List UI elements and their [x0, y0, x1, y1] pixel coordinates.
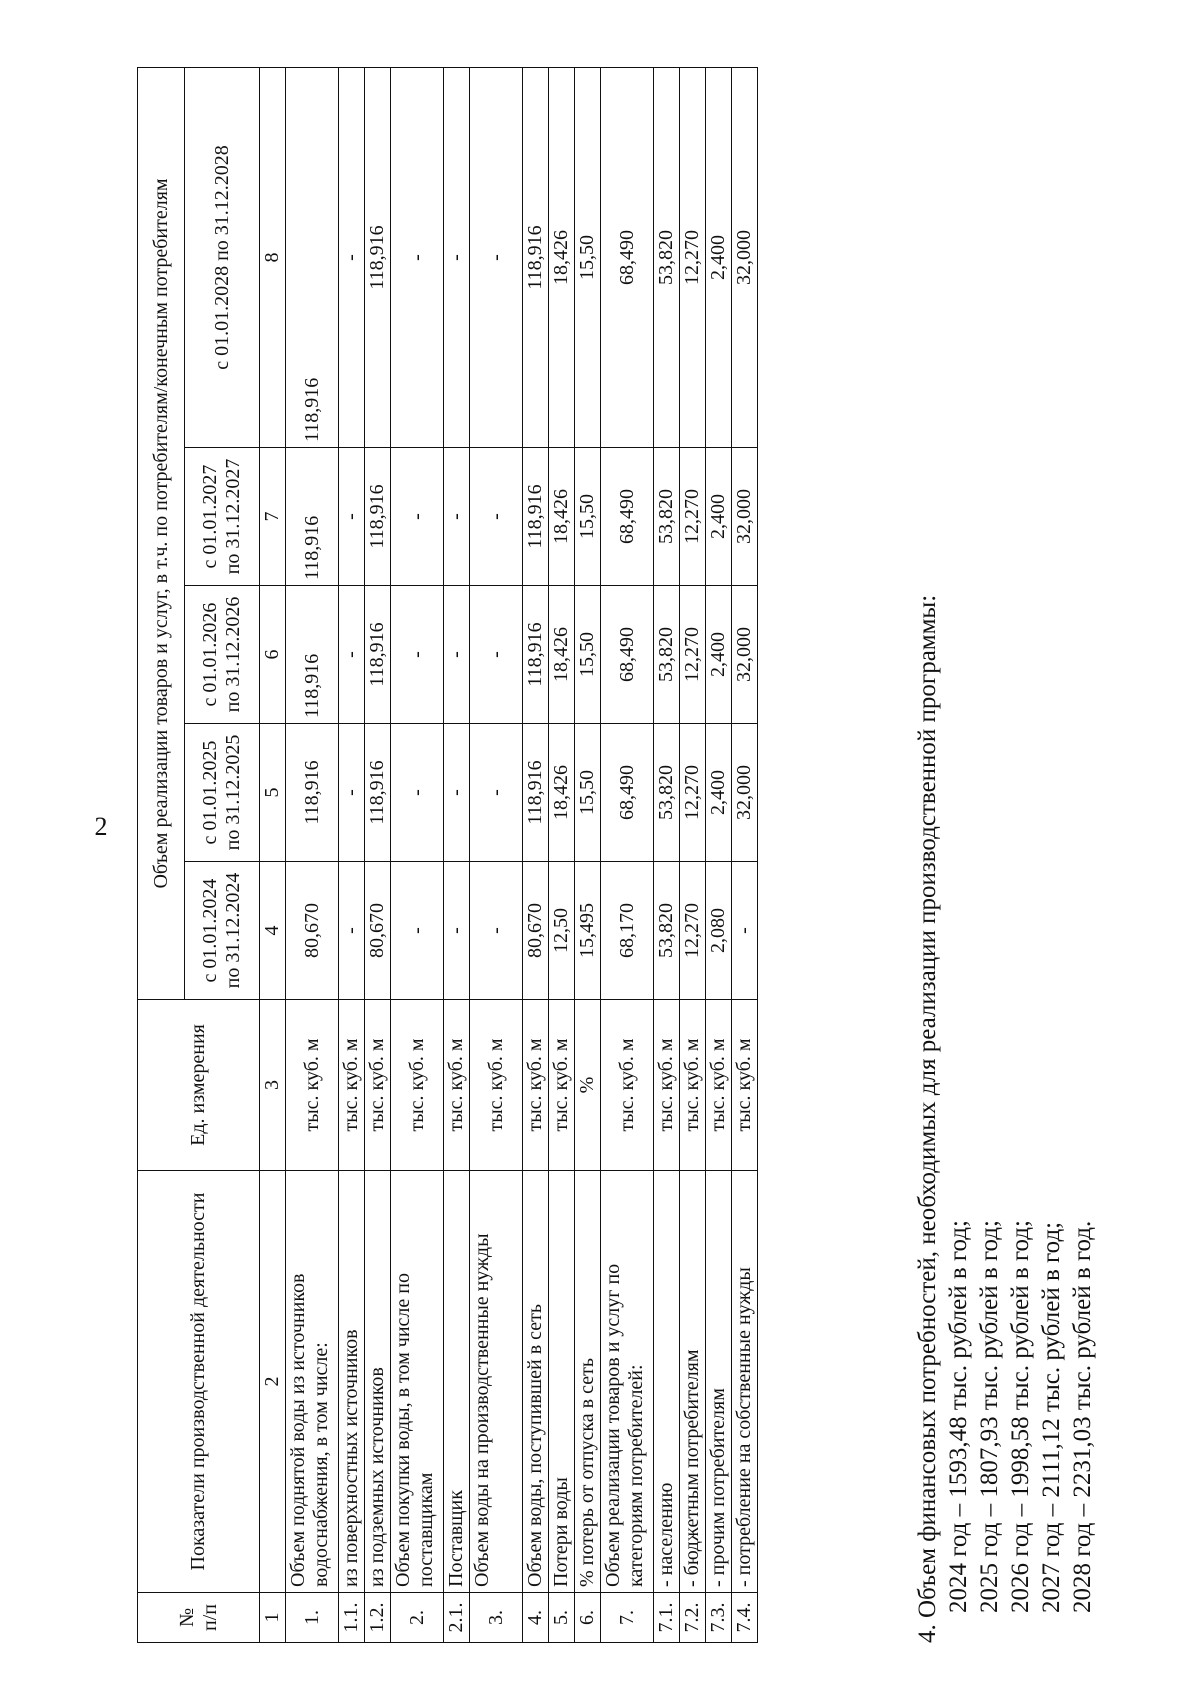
- col-number: 4: [260, 862, 286, 1000]
- table-row: [365, 67, 391, 1642]
- value-2025: 12,270: [680, 724, 706, 862]
- value-2024: 80,670: [365, 862, 391, 1000]
- financial-line-2025: 2025 год – 1807,93 тыс. рублей в год;: [976, 1220, 1003, 1613]
- value-2027: 12,270: [680, 448, 706, 586]
- header-no: № п/п: [138, 1593, 260, 1643]
- row-unit: тыс. куб. м: [706, 1000, 732, 1171]
- value-2026: 12,270: [680, 586, 706, 724]
- row-unit: тыс. куб. м: [732, 1000, 758, 1171]
- row-number: 6.: [575, 1593, 601, 1643]
- table-row: [575, 67, 601, 1642]
- table-row: [339, 67, 365, 1642]
- value-2027: 118,916: [365, 448, 391, 586]
- value-2026: 118,916: [365, 586, 391, 724]
- value-2024: 80,670: [286, 862, 339, 1000]
- row-unit: тыс. куб. м: [601, 1000, 654, 1171]
- row-unit: тыс. куб. м: [680, 1000, 706, 1171]
- header-unit: Ед. измерения: [138, 1000, 260, 1171]
- value-2028: 53,820: [654, 67, 680, 447]
- value-2026: -: [339, 586, 365, 724]
- value-2028: -: [391, 67, 444, 447]
- header-period-2025: с 01.01.2025 по 31.12.2025: [185, 724, 260, 862]
- value-2024: 80,670: [523, 862, 549, 1000]
- value-2028: -: [444, 67, 470, 447]
- col-number: 6: [260, 586, 286, 724]
- row-indicator: из подземных источников: [365, 1171, 391, 1593]
- value-2025: -: [470, 724, 523, 862]
- value-2027: 118,916: [286, 448, 339, 586]
- row-number: 7.2.: [680, 1593, 706, 1643]
- value-2028: 118,916: [523, 67, 549, 447]
- row-unit: тыс. куб. м: [523, 1000, 549, 1171]
- value-2028: 68,490: [601, 67, 654, 447]
- row-indicator: - прочим потребителям: [706, 1171, 732, 1593]
- financial-line-2027: 2027 год – 2111,12 тыс. рублей в год;: [1038, 1221, 1065, 1613]
- value-2024: 2,080: [706, 862, 732, 1000]
- value-2028: 118,916: [365, 67, 391, 447]
- row-number: 3.: [470, 1593, 523, 1643]
- value-2026: 18,426: [549, 586, 575, 724]
- col-number: 2: [260, 1171, 286, 1593]
- row-number: 4.: [523, 1593, 549, 1643]
- col-number: 8: [260, 67, 286, 447]
- row-indicator: Объем воды на производственные нужды: [470, 1171, 523, 1593]
- value-2024: -: [732, 862, 758, 1000]
- value-2024: -: [391, 862, 444, 1000]
- value-2024: 68,170: [601, 862, 654, 1000]
- table-row: [286, 67, 339, 1642]
- row-number: 1.2.: [365, 1593, 391, 1643]
- row-number: 7.: [601, 1593, 654, 1643]
- value-2027: 68,490: [601, 448, 654, 586]
- value-2027: -: [339, 448, 365, 586]
- value-2024: 12,270: [680, 862, 706, 1000]
- value-2028: 2,400: [706, 67, 732, 447]
- value-2026: 32,000: [732, 586, 758, 724]
- row-unit: тыс. куб. м: [339, 1000, 365, 1171]
- row-indicator: - бюджетным потребителям: [680, 1171, 706, 1593]
- value-2028: -: [339, 67, 365, 447]
- value-2024: 12,50: [549, 862, 575, 1000]
- value-2026: -: [391, 586, 444, 724]
- value-2028: 15,50: [575, 67, 601, 447]
- header-period-2028: с 01.01.2028 по 31.12.2028: [185, 67, 260, 447]
- value-2025: 118,916: [286, 724, 339, 862]
- value-2025: 118,916: [365, 724, 391, 862]
- col-number: 3: [260, 1000, 286, 1171]
- value-2025: 53,820: [654, 724, 680, 862]
- value-2027: 32,000: [732, 448, 758, 586]
- value-2026: 118,916: [523, 586, 549, 724]
- value-2024: -: [470, 862, 523, 1000]
- value-2025: 2,400: [706, 724, 732, 862]
- value-2028: 32,000: [732, 67, 758, 447]
- row-indicator: Потери воды: [549, 1171, 575, 1593]
- value-2027: 18,426: [549, 448, 575, 586]
- value-2026: 68,490: [601, 586, 654, 724]
- value-2025: -: [444, 724, 470, 862]
- value-2025: 15,50: [575, 724, 601, 862]
- row-unit: тыс. куб. м: [654, 1000, 680, 1171]
- header-sales-volume-group: Объем реализации товаров и услуг, в т.ч. по потребителям/конечным потребителям: [138, 67, 185, 999]
- value-2026: -: [444, 586, 470, 724]
- table-row: [680, 67, 706, 1642]
- table-row: [470, 67, 523, 1642]
- row-indicator: Поставщик: [444, 1171, 470, 1593]
- row-indicator: Объем воды, поступившей в сеть: [523, 1171, 549, 1593]
- row-unit: тыс. куб. м: [470, 1000, 523, 1171]
- value-2026: 118,916: [286, 586, 339, 724]
- value-2025: -: [339, 724, 365, 862]
- rotated-page-content: [137, 68, 1096, 1643]
- value-2025: 18,426: [549, 724, 575, 862]
- production-indicators-table: [137, 67, 758, 1643]
- value-2025: -: [391, 724, 444, 862]
- row-indicator: - населению: [654, 1171, 680, 1593]
- value-2024: 15,495: [575, 862, 601, 1000]
- row-indicator: из поверхностных источников: [339, 1171, 365, 1593]
- header-period-2024: с 01.01.2024 по 31.12.2024: [185, 862, 260, 1000]
- table-row: [523, 67, 549, 1642]
- table-row: [706, 67, 732, 1642]
- value-2027: 2,400: [706, 448, 732, 586]
- financial-line-2026: 2026 год – 1998,58 тыс. рублей в год;: [1007, 1220, 1034, 1613]
- value-2027: 53,820: [654, 448, 680, 586]
- row-unit: тыс. куб. м: [549, 1000, 575, 1171]
- value-2024: -: [339, 862, 365, 1000]
- value-2024: -: [444, 862, 470, 1000]
- table-row: [549, 67, 575, 1642]
- value-2026: 53,820: [654, 586, 680, 724]
- row-number: 7.1.: [654, 1593, 680, 1643]
- value-2025: 32,000: [732, 724, 758, 862]
- col-number: 7: [260, 448, 286, 586]
- value-2025: 118,916: [523, 724, 549, 862]
- row-number: 1.1.: [339, 1593, 365, 1643]
- table-row: [732, 67, 758, 1642]
- row-number: 2.1.: [444, 1593, 470, 1643]
- financial-needs-heading: 4. Объем финансовых потребностей, необходимых для реализации производственной программы:: [914, 594, 941, 1643]
- row-number: 2.: [391, 1593, 444, 1643]
- row-number: 5.: [549, 1593, 575, 1643]
- table-row: [601, 67, 654, 1642]
- table-row: [444, 67, 470, 1642]
- value-2027: 118,916: [523, 448, 549, 586]
- value-2028: 12,270: [680, 67, 706, 447]
- row-unit: %: [575, 1000, 601, 1171]
- value-2027: -: [444, 448, 470, 586]
- row-unit: тыс. куб. м: [444, 1000, 470, 1171]
- row-indicator: Объем реализации товаров и услуг по категориям потребителей:: [601, 1171, 654, 1593]
- table-row: [654, 67, 680, 1642]
- table-row: [391, 67, 444, 1642]
- row-unit: тыс. куб. м: [286, 1000, 339, 1171]
- row-indicator: - потребление на собственные нужды: [732, 1171, 758, 1593]
- value-2028: 18,426: [549, 67, 575, 447]
- row-unit: тыс. куб. м: [391, 1000, 444, 1171]
- financial-needs-section: [912, 595, 1098, 1643]
- financial-line-2028: 2028 год – 2231,03 тыс. рублей в год.: [1069, 1220, 1096, 1613]
- header-period-2027: с 01.01.2027 по 31.12.2027: [185, 448, 260, 586]
- row-indicator: Объем покупки воды, в том числе по поставщикам: [391, 1171, 444, 1593]
- value-2026: 15,50: [575, 586, 601, 724]
- value-2028: 118,916: [286, 67, 339, 447]
- value-2027: -: [391, 448, 444, 586]
- row-number: 7.3.: [706, 1593, 732, 1643]
- value-2024: 53,820: [654, 862, 680, 1000]
- value-2025: 68,490: [601, 724, 654, 862]
- row-indicator: Объем поднятой воды из источников водоснабжения, в том числе:: [286, 1171, 339, 1593]
- value-2026: -: [470, 586, 523, 724]
- header-period-2026: с 01.01.2026 по 31.12.2026: [185, 586, 260, 724]
- row-number: 1.: [286, 1593, 339, 1643]
- value-2027: 15,50: [575, 448, 601, 586]
- row-indicator: % потерь от отпуска в сеть: [575, 1171, 601, 1593]
- header-indicator: Показатели производственной деятельности: [138, 1171, 260, 1593]
- financial-line-2024: 2024 год – 1593,48 тыс. рублей в год;: [945, 1220, 972, 1613]
- value-2027: -: [470, 448, 523, 586]
- value-2028: -: [470, 67, 523, 447]
- value-2026: 2,400: [706, 586, 732, 724]
- row-unit: тыс. куб. м: [365, 1000, 391, 1171]
- col-number: 1: [260, 1593, 286, 1643]
- page-number: 2: [94, 812, 108, 841]
- row-number: 7.4.: [732, 1593, 758, 1643]
- col-number: 5: [260, 724, 286, 862]
